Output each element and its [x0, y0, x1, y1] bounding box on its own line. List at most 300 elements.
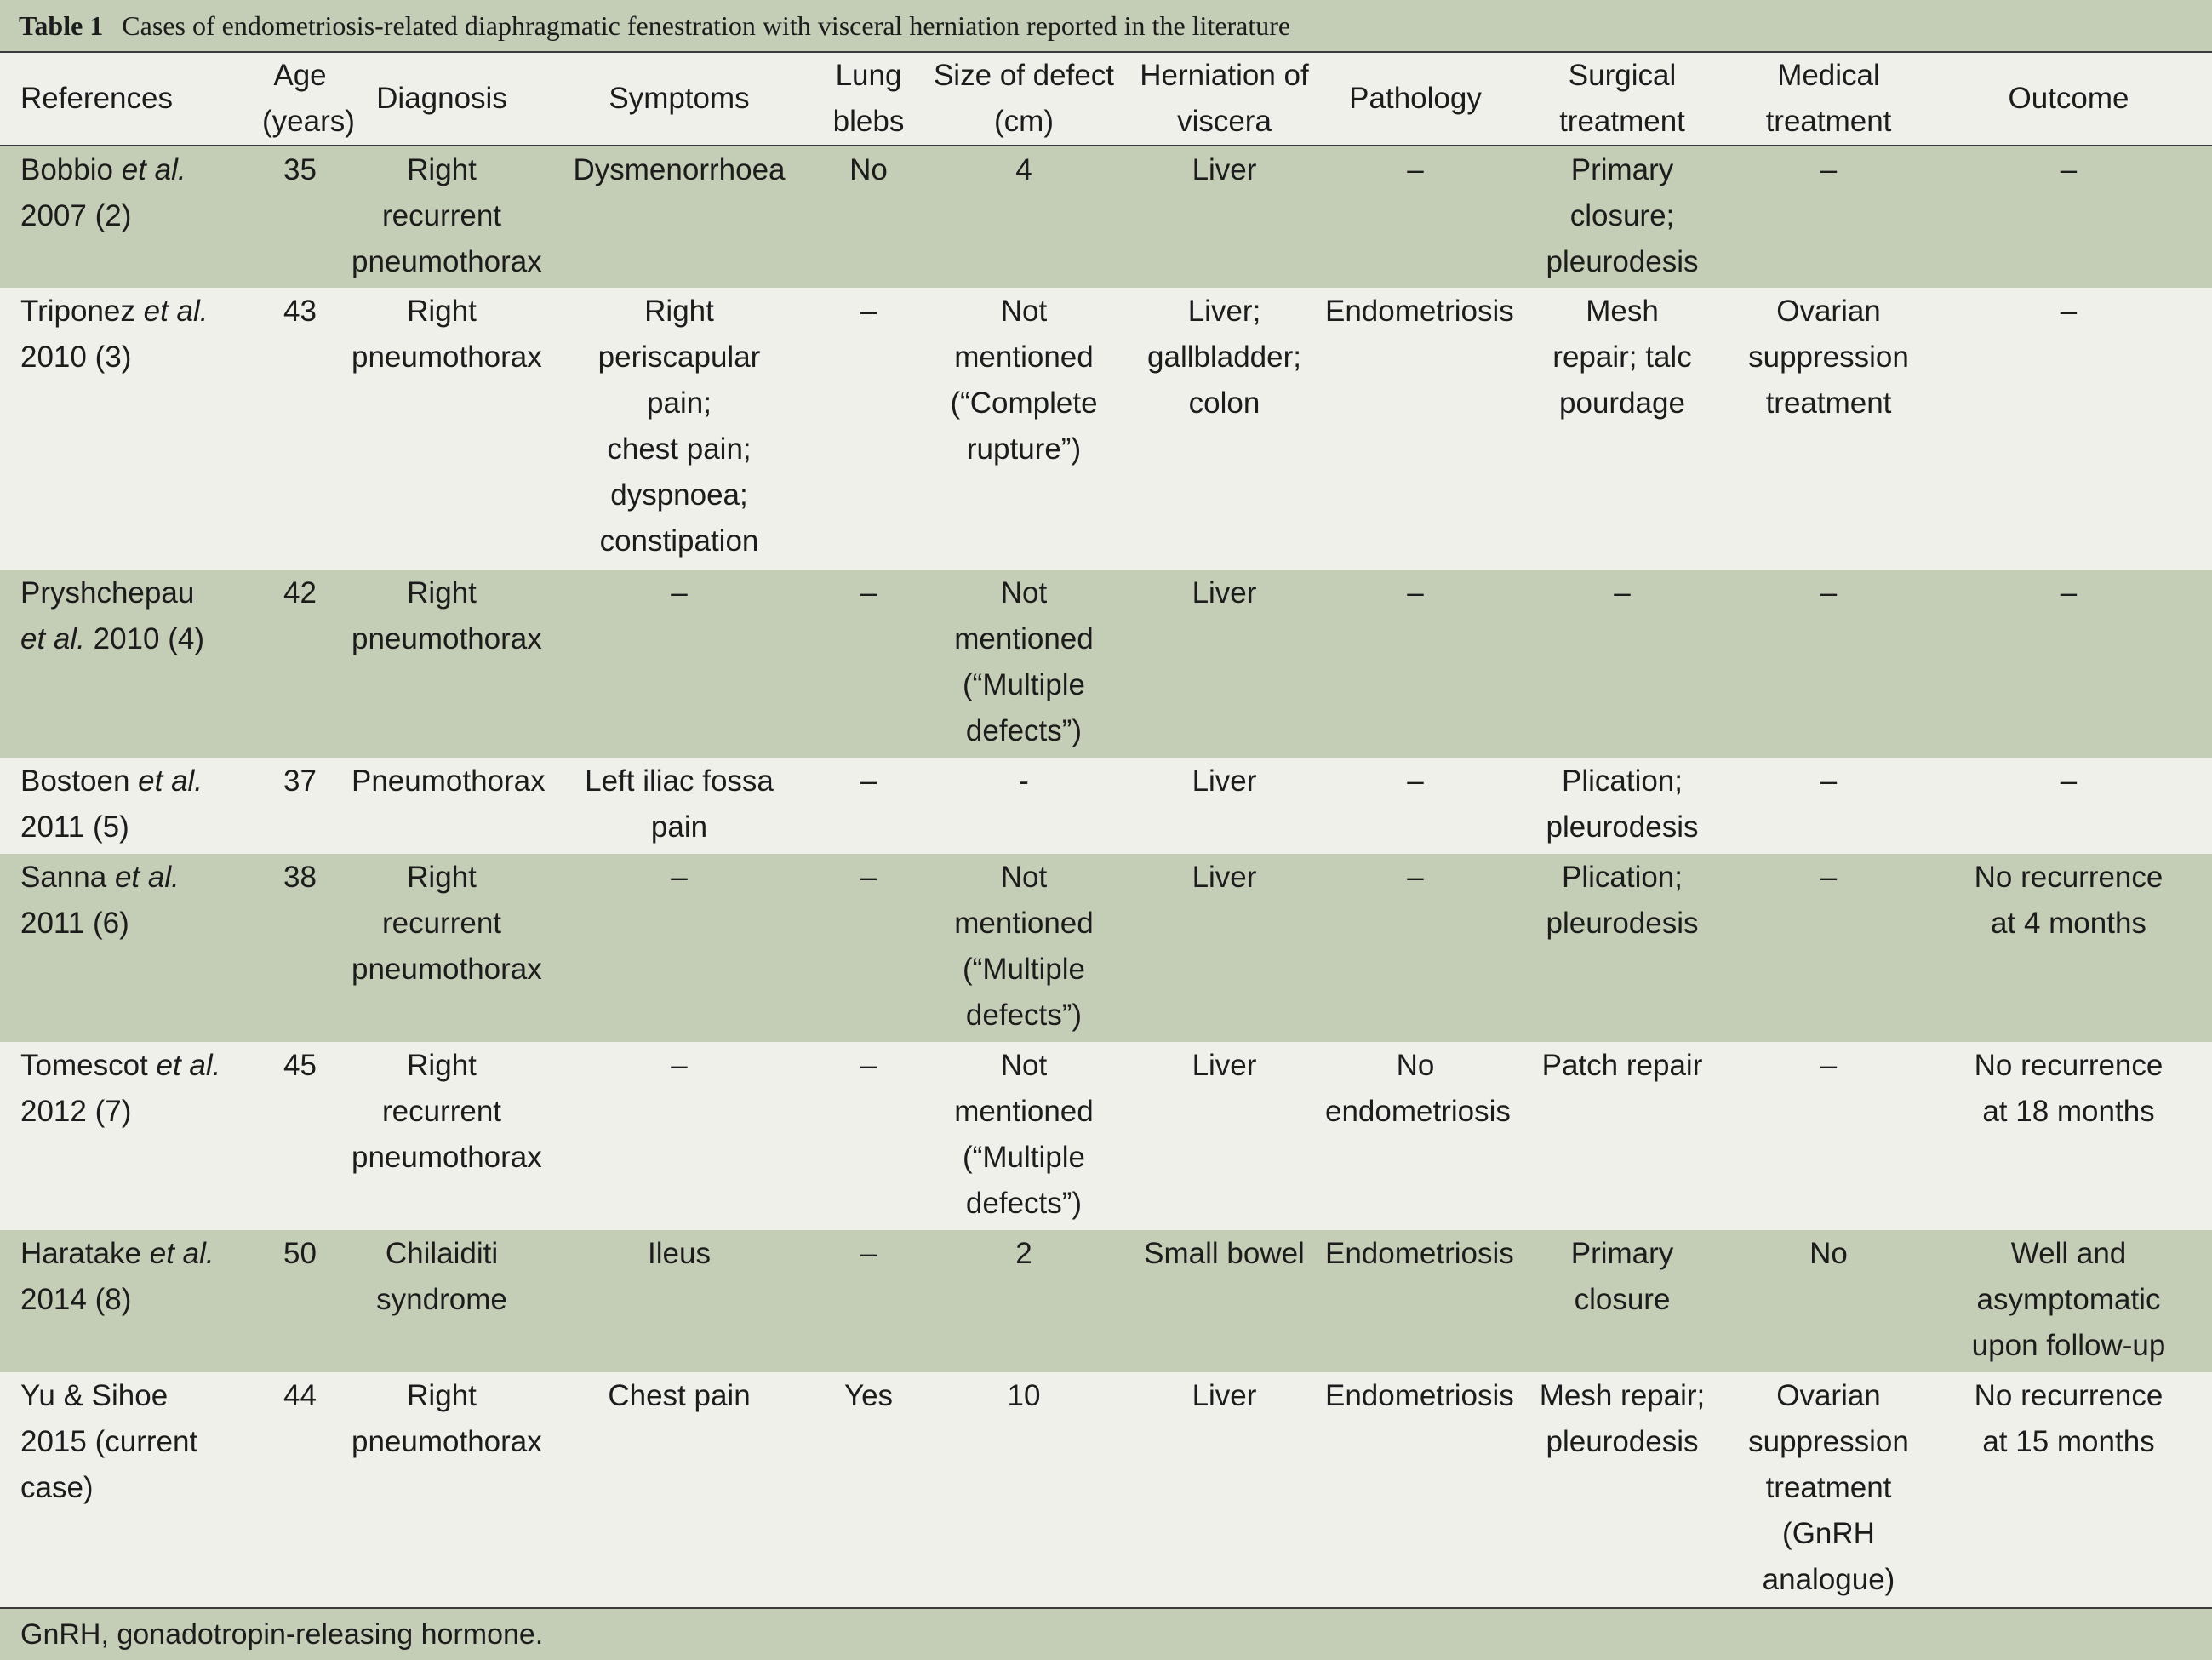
cell-size-of-defect [917, 288, 1130, 570]
cell-herniation [1130, 288, 1318, 570]
cell-outcome [1925, 1372, 2212, 1606]
cell-line: – [671, 1049, 688, 1082]
header-lung-blebs [820, 53, 917, 146]
cell-line: No recurrence [1974, 861, 2163, 894]
cell-line: pneumothorax [352, 622, 542, 655]
cell-line: mentioned [954, 1095, 1094, 1128]
cell-line: defects”) [965, 714, 1083, 747]
cell-diagnosis [345, 1372, 542, 1606]
cell-symptoms [539, 1230, 820, 1372]
header-references [0, 53, 255, 146]
cell-line: – [1820, 153, 1838, 186]
cell-surgical-treatment [1512, 288, 1732, 570]
cell-line: Right recurrent [381, 153, 502, 232]
cell-herniation [1130, 1042, 1318, 1230]
cell-line: defects”) [965, 1187, 1083, 1220]
cell-line: – [860, 861, 877, 894]
cell-diagnosis [345, 1042, 542, 1230]
cell-outcome [1925, 288, 2212, 570]
cell-line: – [1820, 764, 1838, 798]
cell-line: pneumothorax [352, 341, 542, 374]
cell-lung-blebs [820, 288, 917, 570]
cell-pathology [1318, 570, 1512, 758]
cell-line: (“Multiple [963, 668, 1085, 701]
cell-line: dyspnoea; [610, 478, 748, 512]
cell-line: – [671, 576, 688, 610]
header-age [255, 53, 355, 146]
reference-etal: et al. [149, 1237, 214, 1270]
header-line: Diagnosis [376, 82, 507, 115]
cell-line: Right recurrent [381, 861, 502, 940]
header-line: Medical [1777, 59, 1880, 92]
header-size-of-defect [917, 53, 1130, 146]
cell-line: colon [1188, 386, 1260, 420]
reference-etal: et al. [138, 764, 203, 798]
cell-line: – [860, 1237, 877, 1270]
cell-line: treatment [1765, 1471, 1892, 1504]
cell-line: – [860, 1049, 877, 1082]
cell-line: closure; [1569, 199, 1675, 232]
reference-line [20, 570, 249, 616]
cell-line: Not [1000, 295, 1048, 328]
header-line: blebs [832, 105, 905, 138]
cell-line: Ileus [648, 1237, 711, 1270]
cell-line: – [1407, 861, 1424, 894]
cell-reference [0, 854, 255, 1042]
reference-text: 2010 (3) [20, 341, 132, 374]
reference-text: 2015 (current [20, 1425, 198, 1458]
cell-line: Primary [1570, 1237, 1674, 1270]
reference-line [20, 1465, 249, 1511]
reference-line [20, 147, 249, 193]
cell-reference [0, 1042, 255, 1230]
cell-lung-blebs [820, 854, 917, 1042]
cell-line: Patch repair [1541, 1049, 1703, 1082]
cell-line: – [2060, 295, 2078, 328]
cell-diagnosis [345, 288, 542, 570]
cell-pathology [1318, 146, 1512, 288]
cell-outcome [1925, 758, 2212, 854]
cell-line: pourdage [1559, 386, 1685, 420]
header-outcome [1925, 53, 2212, 146]
cell-line: – [860, 576, 877, 610]
cell-outcome [1925, 1042, 2212, 1230]
reference-text: 2007 (2) [20, 199, 132, 232]
cell-outcome [1925, 1230, 2212, 1372]
cell-line: Ovarian [1776, 295, 1881, 328]
cell-line: Yes [843, 1379, 894, 1412]
cell-line: analogue) [1762, 1563, 1895, 1596]
cell-line: mentioned [954, 622, 1094, 655]
cell-line: Right [407, 1379, 477, 1412]
cell-pathology [1318, 758, 1512, 854]
cell-herniation [1130, 1230, 1318, 1372]
reference-line [20, 1089, 249, 1135]
cell-line: – [2060, 576, 2078, 610]
reference-text: Haratake [20, 1237, 150, 1270]
cell-reference [0, 1230, 255, 1372]
cell-size-of-defect [917, 1042, 1130, 1230]
cell-age [255, 146, 345, 288]
cell-symptoms [539, 758, 820, 854]
table-row [0, 758, 2212, 854]
header-medical-treatment [1732, 53, 1925, 146]
cell-pathology [1318, 1230, 1512, 1372]
cell-line: treatment [1765, 386, 1892, 420]
cell-line: 10 [1007, 1379, 1041, 1412]
cell-line: pneumothorax [352, 245, 542, 278]
header-line: Lung [835, 59, 902, 92]
reference-text: 2012 (7) [20, 1095, 132, 1128]
table-row [0, 146, 2212, 288]
cell-line: Ovarian [1776, 1379, 1881, 1412]
cell-age [255, 758, 345, 854]
header-herniation [1130, 53, 1318, 146]
reference-line [20, 1231, 249, 1277]
reference-line [20, 1277, 249, 1323]
cell-line: Liver; [1187, 295, 1261, 328]
cell-surgical-treatment [1512, 758, 1732, 854]
cell-line: 43 [283, 295, 317, 328]
reference-text: 2011 (5) [20, 810, 129, 844]
table-row [0, 1372, 2212, 1606]
cell-surgical-treatment [1512, 1230, 1732, 1372]
cell-medical-treatment [1732, 758, 1925, 854]
cell-line: asymptomatic [1976, 1283, 2161, 1316]
reference-text: 2010 (4) [84, 622, 204, 655]
cell-medical-treatment [1732, 570, 1925, 758]
cell-line: upon follow-up [1971, 1329, 2166, 1362]
cell-surgical-treatment [1512, 854, 1732, 1042]
cell-line: Liver [1192, 153, 1257, 186]
reference-text: Sanna [20, 861, 115, 894]
cell-outcome [1925, 146, 2212, 288]
cell-line: pneumothorax [352, 1425, 542, 1458]
cell-surgical-treatment [1512, 1042, 1732, 1230]
cell-line: pneumothorax [352, 1141, 542, 1174]
cell-line: Right [644, 295, 714, 328]
table-footnote: GnRH, gonadotropin-releasing hormone. [0, 1609, 2212, 1660]
cell-line: 37 [283, 764, 317, 798]
cell-reference [0, 146, 255, 288]
table-caption-text: Cases of endometriosis-related diaphragmatic fenestration with visceral herniation reported in the literature [122, 10, 1291, 41]
cell-lung-blebs [820, 146, 917, 288]
cell-size-of-defect [917, 854, 1130, 1042]
cell-pathology [1318, 288, 1512, 570]
cell-line: pleurodesis [1546, 1425, 1699, 1458]
cell-size-of-defect [917, 1372, 1130, 1606]
table-row [0, 1230, 2212, 1372]
cell-line: (“Multiple [963, 953, 1085, 986]
cell-line: at 4 months [1991, 907, 2146, 940]
cell-line: chest pain; [607, 432, 752, 466]
cell-line: periscapular [597, 341, 761, 374]
cell-herniation [1130, 146, 1318, 288]
table-row [0, 288, 2212, 570]
cell-herniation [1130, 758, 1318, 854]
cell-line: Dysmenorrhoea [573, 153, 786, 186]
cell-size-of-defect [917, 146, 1130, 288]
cell-pathology [1318, 854, 1512, 1042]
cell-lung-blebs [820, 570, 917, 758]
reference-etal: et al. [143, 295, 209, 328]
cell-line: repair; talc [1552, 341, 1692, 374]
table-row [0, 570, 2212, 758]
cell-line: – [1820, 861, 1838, 894]
cell-line: Liver [1192, 861, 1257, 894]
cell-symptoms [539, 146, 820, 288]
cell-surgical-treatment [1512, 570, 1732, 758]
header-line: Size of defect [933, 59, 1115, 92]
cell-line: – [1407, 153, 1424, 186]
reference-text: Bostoen [20, 764, 139, 798]
header-line: Herniation of [1140, 59, 1309, 92]
reference-line [20, 804, 249, 850]
reference-line [20, 335, 249, 381]
cell-line: – [2060, 153, 2078, 186]
cell-line: Endometriosis [1325, 295, 1514, 328]
cell-line: Chilaiditi [385, 1237, 499, 1270]
cell-line: Chest pain [608, 1379, 751, 1412]
cell-line: mentioned [954, 907, 1094, 940]
cell-line: No [1396, 1049, 1435, 1082]
header-diagnosis [345, 53, 539, 146]
cell-age [255, 570, 345, 758]
cell-diagnosis [345, 758, 546, 854]
reference-line [20, 1043, 249, 1089]
header-surgical-treatment [1512, 53, 1732, 146]
cell-outcome [1925, 570, 2212, 758]
cell-line: pleurodesis [1546, 907, 1699, 940]
header-row [0, 53, 2212, 146]
cell-reference [0, 1372, 255, 1606]
cell-line: – [2060, 764, 2078, 798]
cell-lung-blebs [820, 758, 917, 854]
cell-line: mentioned [954, 341, 1094, 374]
cell-line: rupture”) [966, 432, 1082, 466]
cell-reference [0, 758, 255, 854]
cell-line: pleurodesis [1546, 810, 1699, 844]
cell-herniation [1130, 1372, 1318, 1606]
cell-line: – [860, 764, 877, 798]
cases-table [0, 53, 2212, 1606]
cell-line: constipation [599, 524, 759, 558]
cell-diagnosis [345, 854, 542, 1042]
cell-line: - [1019, 764, 1029, 798]
cell-medical-treatment [1732, 1042, 1925, 1230]
header-line: Outcome [2008, 82, 2129, 115]
cell-line: Left iliac fossa [585, 764, 774, 798]
cell-herniation [1130, 854, 1318, 1042]
cell-line: Not [1000, 576, 1048, 610]
cell-symptoms [539, 854, 820, 1042]
cell-line: endometriosis [1325, 1095, 1511, 1128]
reference-line [20, 1373, 249, 1419]
cell-symptoms [539, 1372, 820, 1606]
cell-medical-treatment [1732, 288, 1925, 570]
cell-line: 2 [1015, 1237, 1032, 1270]
cell-age [255, 288, 345, 570]
header-line: Age [273, 59, 327, 92]
cell-line: Liver [1192, 1049, 1257, 1082]
table-caption [0, 0, 2212, 51]
cell-line: Right [407, 295, 477, 328]
cell-pathology [1318, 1372, 1512, 1606]
cell-symptoms [539, 288, 820, 570]
cell-age [255, 1372, 345, 1606]
cell-line: Right [407, 576, 477, 610]
reference-line [20, 758, 249, 804]
cell-line: 44 [283, 1379, 317, 1412]
cell-line: 42 [283, 576, 317, 610]
cell-line: suppression [1748, 341, 1909, 374]
header-line: (years) [262, 105, 355, 138]
header-line: treatment [1765, 105, 1892, 138]
cell-line: Liver [1192, 764, 1257, 798]
reference-line [20, 616, 249, 662]
reference-text: 2011 (6) [20, 907, 129, 940]
cell-symptoms [539, 1042, 820, 1230]
cell-line: (GnRH [1782, 1517, 1875, 1550]
cell-age [255, 1230, 345, 1372]
cell-line: Pneumothorax [352, 764, 546, 798]
cell-surgical-treatment [1512, 1372, 1732, 1606]
cell-line: Liver [1192, 576, 1257, 610]
cell-size-of-defect [917, 1230, 1130, 1372]
cell-line: Mesh repair; [1539, 1379, 1706, 1412]
table-row [0, 1042, 2212, 1230]
cell-line: Right recurrent [381, 1049, 502, 1128]
table-caption-label: Table 1 [19, 10, 104, 41]
table-header [0, 53, 2212, 146]
cell-medical-treatment [1732, 146, 1925, 288]
cell-line: No [1809, 1237, 1848, 1270]
cell-line: – [1820, 576, 1838, 610]
cell-line: suppression [1748, 1425, 1909, 1458]
cell-diagnosis [345, 146, 542, 288]
cell-line: closure [1574, 1283, 1671, 1316]
cell-line: 38 [283, 861, 317, 894]
cell-lung-blebs [820, 1230, 917, 1372]
cell-size-of-defect [917, 758, 1130, 854]
reference-text: 2014 (8) [20, 1283, 132, 1316]
cell-line: pain [650, 810, 708, 844]
cell-age [255, 1042, 345, 1230]
cell-line: 50 [283, 1237, 317, 1270]
cell-line: Primary [1570, 153, 1674, 186]
cell-line: Small bowel [1144, 1237, 1305, 1270]
cell-age [255, 854, 345, 1042]
cell-line: – [1820, 1049, 1838, 1082]
cell-line: Endometriosis [1325, 1237, 1514, 1270]
cell-line: (“Complete [950, 386, 1098, 420]
cell-line: Endometriosis [1325, 1379, 1514, 1412]
table-body [0, 146, 2212, 1606]
cell-herniation [1130, 570, 1318, 758]
cell-line: pain; [647, 386, 712, 420]
header-line: References [20, 82, 173, 115]
reference-text: Bobbio [20, 153, 122, 186]
reference-line [20, 855, 249, 901]
cell-line: Plication; [1561, 764, 1683, 798]
cell-symptoms [539, 570, 820, 758]
cell-line: Well and [2010, 1237, 2127, 1270]
cell-lung-blebs [820, 1372, 917, 1606]
reference-text: Triponez [20, 295, 144, 328]
cell-line: – [1614, 576, 1631, 610]
cell-line: defects”) [965, 999, 1083, 1032]
reference-line [20, 1419, 249, 1465]
cell-line: – [671, 861, 688, 894]
header-symptoms [539, 53, 820, 146]
header-line: (cm) [994, 105, 1054, 138]
reference-text: Yu & Sihoe [20, 1379, 169, 1412]
cell-line: Mesh [1586, 295, 1659, 328]
cell-line: – [860, 295, 877, 328]
cell-diagnosis [345, 1230, 539, 1372]
reference-etal: et al. [121, 153, 186, 186]
header-line: Symptoms [609, 82, 750, 115]
cell-line: syndrome [376, 1283, 507, 1316]
cell-line: pleurodesis [1546, 245, 1699, 278]
cell-line: (“Multiple [963, 1141, 1085, 1174]
cell-line: No [849, 153, 888, 186]
cell-lung-blebs [820, 1042, 917, 1230]
cell-line: at 18 months [1982, 1095, 2155, 1128]
cell-medical-treatment [1732, 854, 1925, 1042]
cell-line: No recurrence [1974, 1049, 2163, 1082]
reference-line [20, 901, 249, 947]
cell-line: 4 [1015, 153, 1032, 186]
cell-surgical-treatment [1512, 146, 1732, 288]
table-row [0, 854, 2212, 1042]
reference-text: Tomescot [20, 1049, 157, 1082]
cell-line: gallbladder; [1147, 341, 1301, 374]
reference-line [20, 289, 249, 335]
cell-line: No recurrence [1974, 1379, 2163, 1412]
cell-line: Not [1000, 861, 1048, 894]
reference-etal: et al. [114, 861, 180, 894]
reference-text: case) [20, 1471, 94, 1504]
cell-line: Not [1000, 1049, 1048, 1082]
cell-line: – [1407, 764, 1424, 798]
header-line: Surgical [1568, 59, 1677, 92]
cell-medical-treatment [1732, 1230, 1925, 1372]
cell-pathology [1318, 1042, 1512, 1230]
header-line: treatment [1559, 105, 1685, 138]
cell-diagnosis [345, 570, 542, 758]
cell-line: pneumothorax [352, 953, 542, 986]
cell-outcome [1925, 854, 2212, 1042]
cell-line: at 15 months [1982, 1425, 2155, 1458]
reference-etal: et al. [156, 1049, 221, 1082]
header-pathology [1318, 53, 1512, 146]
reference-line [20, 193, 249, 239]
reference-etal: et al. [20, 622, 85, 655]
cell-size-of-defect [917, 570, 1130, 758]
cell-reference [0, 288, 255, 570]
reference-text: Pryshchepau [20, 576, 195, 610]
cell-line: Liver [1192, 1379, 1257, 1412]
cell-line: 35 [283, 153, 317, 186]
cell-medical-treatment [1732, 1372, 1925, 1606]
header-line: viscera [1177, 105, 1272, 138]
cell-line: – [1407, 576, 1424, 610]
cell-line: 45 [283, 1049, 317, 1082]
cell-line: Plication; [1561, 861, 1683, 894]
cell-reference [0, 570, 255, 758]
header-line: Pathology [1349, 82, 1482, 115]
